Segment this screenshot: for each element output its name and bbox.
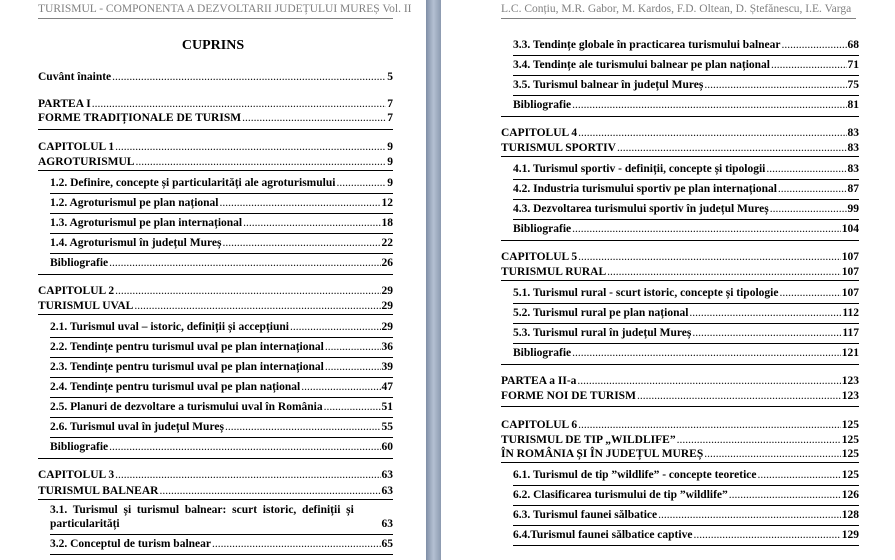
section-rule xyxy=(38,170,393,171)
toc-entry[interactable]: 1.4. Agroturismul în județul Mureș ..... 22 xyxy=(50,236,393,250)
toc-entry[interactable]: TURISMUL BALNEAR ..... 63 xyxy=(38,484,393,498)
toc-entry[interactable]: 2.6. Turismul uval în județul Mureș ..... 55 xyxy=(50,420,393,434)
toc-entry[interactable]: FORME NOI DE TURISM ..... 123 xyxy=(501,389,859,403)
toc-entry[interactable]: CAPITOLUL 3 ..... 63 xyxy=(38,468,393,482)
section-rule xyxy=(513,343,859,344)
toc-entry[interactable]: 5.3. Turismul rural în județul Mureș ..... 117 xyxy=(513,326,859,340)
toc-entry[interactable]: ÎN ROMÂNIA ȘI ÎN JUDEȚUL MUREȘ ..... 125 xyxy=(501,447,859,461)
section-rule xyxy=(501,462,859,463)
toc-entry[interactable]: 4.3. Dezvoltarea turismului sportiv în județul Mureș ..... 99 xyxy=(513,202,859,216)
toc-entry[interactable]: 5.1. Turismul rural - scurt istoric, concepte și tipologie ..... 107 xyxy=(513,286,859,300)
section-rule xyxy=(50,253,393,254)
toc-entry[interactable]: CAPITOLUL 4 ..... 83 xyxy=(501,126,859,140)
toc-entry[interactable]: Bibliografie ..... 121 xyxy=(513,346,859,360)
section-rule xyxy=(50,554,393,555)
right-header-rule xyxy=(501,18,856,19)
section-rule xyxy=(38,458,393,459)
toc-entry[interactable]: CAPITOLUL 2 ..... 29 xyxy=(38,284,393,298)
section-rule xyxy=(513,219,859,220)
section-rule xyxy=(50,437,393,438)
section-rule xyxy=(501,156,859,157)
toc-entry[interactable]: CAPITOLUL 1 ..... 9 xyxy=(38,140,393,154)
section-rule xyxy=(501,280,859,281)
toc-entry[interactable]: CAPITOLUL 6 ..... 125 xyxy=(501,418,859,432)
toc-entry[interactable]: 2.2. Tendințe pentru turismul uval pe plan internațional ..... 36 xyxy=(50,340,393,354)
section-rule xyxy=(38,274,393,275)
toc-entry[interactable]: particularități 63 xyxy=(50,518,393,530)
toc-entry[interactable]: 2.5. Planuri de dezvoltare a turismului uval în România ..... 51 xyxy=(50,400,393,414)
page-gutter xyxy=(426,0,441,560)
section-rule xyxy=(513,303,859,304)
toc-entry[interactable]: AGROTURISMUL ..... 9 xyxy=(38,155,393,169)
toc-entry[interactable]: 3.5. Turismul balnear în județul Mureș ..... 75 xyxy=(513,78,859,92)
toc-entry[interactable]: FORME TRADIȚIONALE DE TURISM ..... 7 xyxy=(38,111,393,125)
section-rule xyxy=(513,95,859,96)
section-rule xyxy=(513,505,859,506)
section-rule xyxy=(50,193,393,194)
section-rule xyxy=(513,485,859,486)
toc-entry[interactable]: 1.3. Agroturismul pe plan internațional ..... 18 xyxy=(50,216,393,230)
section-rule xyxy=(38,499,393,500)
right-page xyxy=(441,0,895,560)
section-rule xyxy=(50,213,393,214)
section-rule xyxy=(50,337,393,338)
toc-entry[interactable]: 6.1. Turismul de tip ”wildlife” - concepte teoretice ..... 125 xyxy=(513,468,859,482)
section-rule xyxy=(50,377,393,378)
toc-entry[interactable]: 4.2. Industria turismului sportiv pe plan internațional ..... 87 xyxy=(513,182,859,196)
left-page xyxy=(0,0,426,560)
toc-entry[interactable]: 5.2. Turismul rural pe plan național ..... 112 xyxy=(513,306,859,320)
toc-entry[interactable]: PARTEA I ..... 7 xyxy=(38,97,393,111)
section-rule xyxy=(50,534,393,535)
toc-entry[interactable]: 6.2. Clasificarea turismului de tip ”wildlife” ..... 126 xyxy=(513,488,859,502)
toc-entry[interactable]: 1.2. Agroturismul pe plan național ..... 12 xyxy=(50,196,393,210)
toc-entry[interactable]: PARTEA a II-a ..... 123 xyxy=(501,374,859,388)
section-rule xyxy=(50,357,393,358)
toc-entry[interactable]: TURISMUL DE TIP „WILDLIFE” ..... 125 xyxy=(501,433,859,447)
toc-entry[interactable]: Bibliografie ..... 104 xyxy=(513,222,859,236)
left-running-header: TURISMUL - COMPONENTA A DEZVOLTARII JUDEȚULUI MUREȘ Vol. II xyxy=(38,3,412,15)
section-rule xyxy=(501,240,859,241)
toc-entry[interactable]: TURISMUL RURAL ..... 107 xyxy=(501,265,859,279)
toc-entry[interactable]: Bibliografie ..... 26 xyxy=(50,256,393,270)
left-header-rule xyxy=(38,18,393,19)
toc-entry[interactable]: 3.3. Tendințe globale în practicarea turismului balnear ..... 68 xyxy=(513,38,859,52)
section-rule xyxy=(501,116,859,117)
toc-entry[interactable]: Cuvânt înainte ..... 5 xyxy=(38,70,393,84)
section-rule xyxy=(513,525,859,526)
toc-entry-wrapped-line[interactable]: 3.1. Turismul și turismul balnear: scurt istoric, definiții și xyxy=(50,504,354,516)
toc-title: CUPRINS xyxy=(181,38,245,53)
section-rule xyxy=(513,545,859,546)
toc-entry[interactable]: 4.1. Turismul sportiv - definiții, concepte și tipologii ..... 83 xyxy=(513,162,859,176)
toc-entry[interactable]: Bibliografie ..... 60 xyxy=(50,440,393,454)
toc-entry[interactable]: Bibliografie ..... 81 xyxy=(513,98,859,112)
section-rule xyxy=(50,417,393,418)
toc-entry[interactable]: 2.1. Turismul uval – istoric, definiții și accepțiuni ..... 29 xyxy=(50,320,393,334)
section-rule xyxy=(501,406,859,407)
section-rule xyxy=(513,323,859,324)
toc-entry[interactable]: TURISMUL SPORTIV ..... 83 xyxy=(501,141,859,155)
section-rule xyxy=(50,233,393,234)
toc-entry[interactable]: TURISMUL UVAL ..... 29 xyxy=(38,299,393,313)
section-rule xyxy=(38,129,393,130)
toc-entry[interactable]: 6.3. Turismul faunei sălbatice ..... 128 xyxy=(513,508,859,522)
toc-entry[interactable]: 2.3. Tendințe pentru turismul uval pe plan internațional ..... 39 xyxy=(50,360,393,374)
toc-entry[interactable]: 1.2. Definire, concepte și particularități ale agroturismului ..... 9 xyxy=(50,176,393,190)
section-rule xyxy=(50,397,393,398)
section-rule xyxy=(501,364,859,365)
right-running-header: L.C. Conțiu, M.R. Gabor, M. Kardos, F.D. Oltean, D. Ștefănescu, I.E. Varga xyxy=(501,3,852,15)
toc-entry[interactable]: 3.4. Tendințe ale turismului balnear pe plan național ..... 71 xyxy=(513,58,859,72)
toc-entry[interactable]: 3.2. Conceptul de turism balnear ..... 65 xyxy=(50,537,393,551)
section-rule xyxy=(513,199,859,200)
section-rule xyxy=(513,179,859,180)
section-rule xyxy=(513,75,859,76)
toc-entry[interactable]: 2.4. Tendințe pentru turismul uval pe plan național ..... 47 xyxy=(50,380,393,394)
section-rule xyxy=(513,55,859,56)
toc-entry[interactable]: 6.4.Turismul faunei sălbatice captive ..... 129 xyxy=(513,528,859,542)
section-rule xyxy=(38,314,393,315)
toc-entry[interactable]: CAPITOLUL 5 ..... 107 xyxy=(501,250,859,264)
